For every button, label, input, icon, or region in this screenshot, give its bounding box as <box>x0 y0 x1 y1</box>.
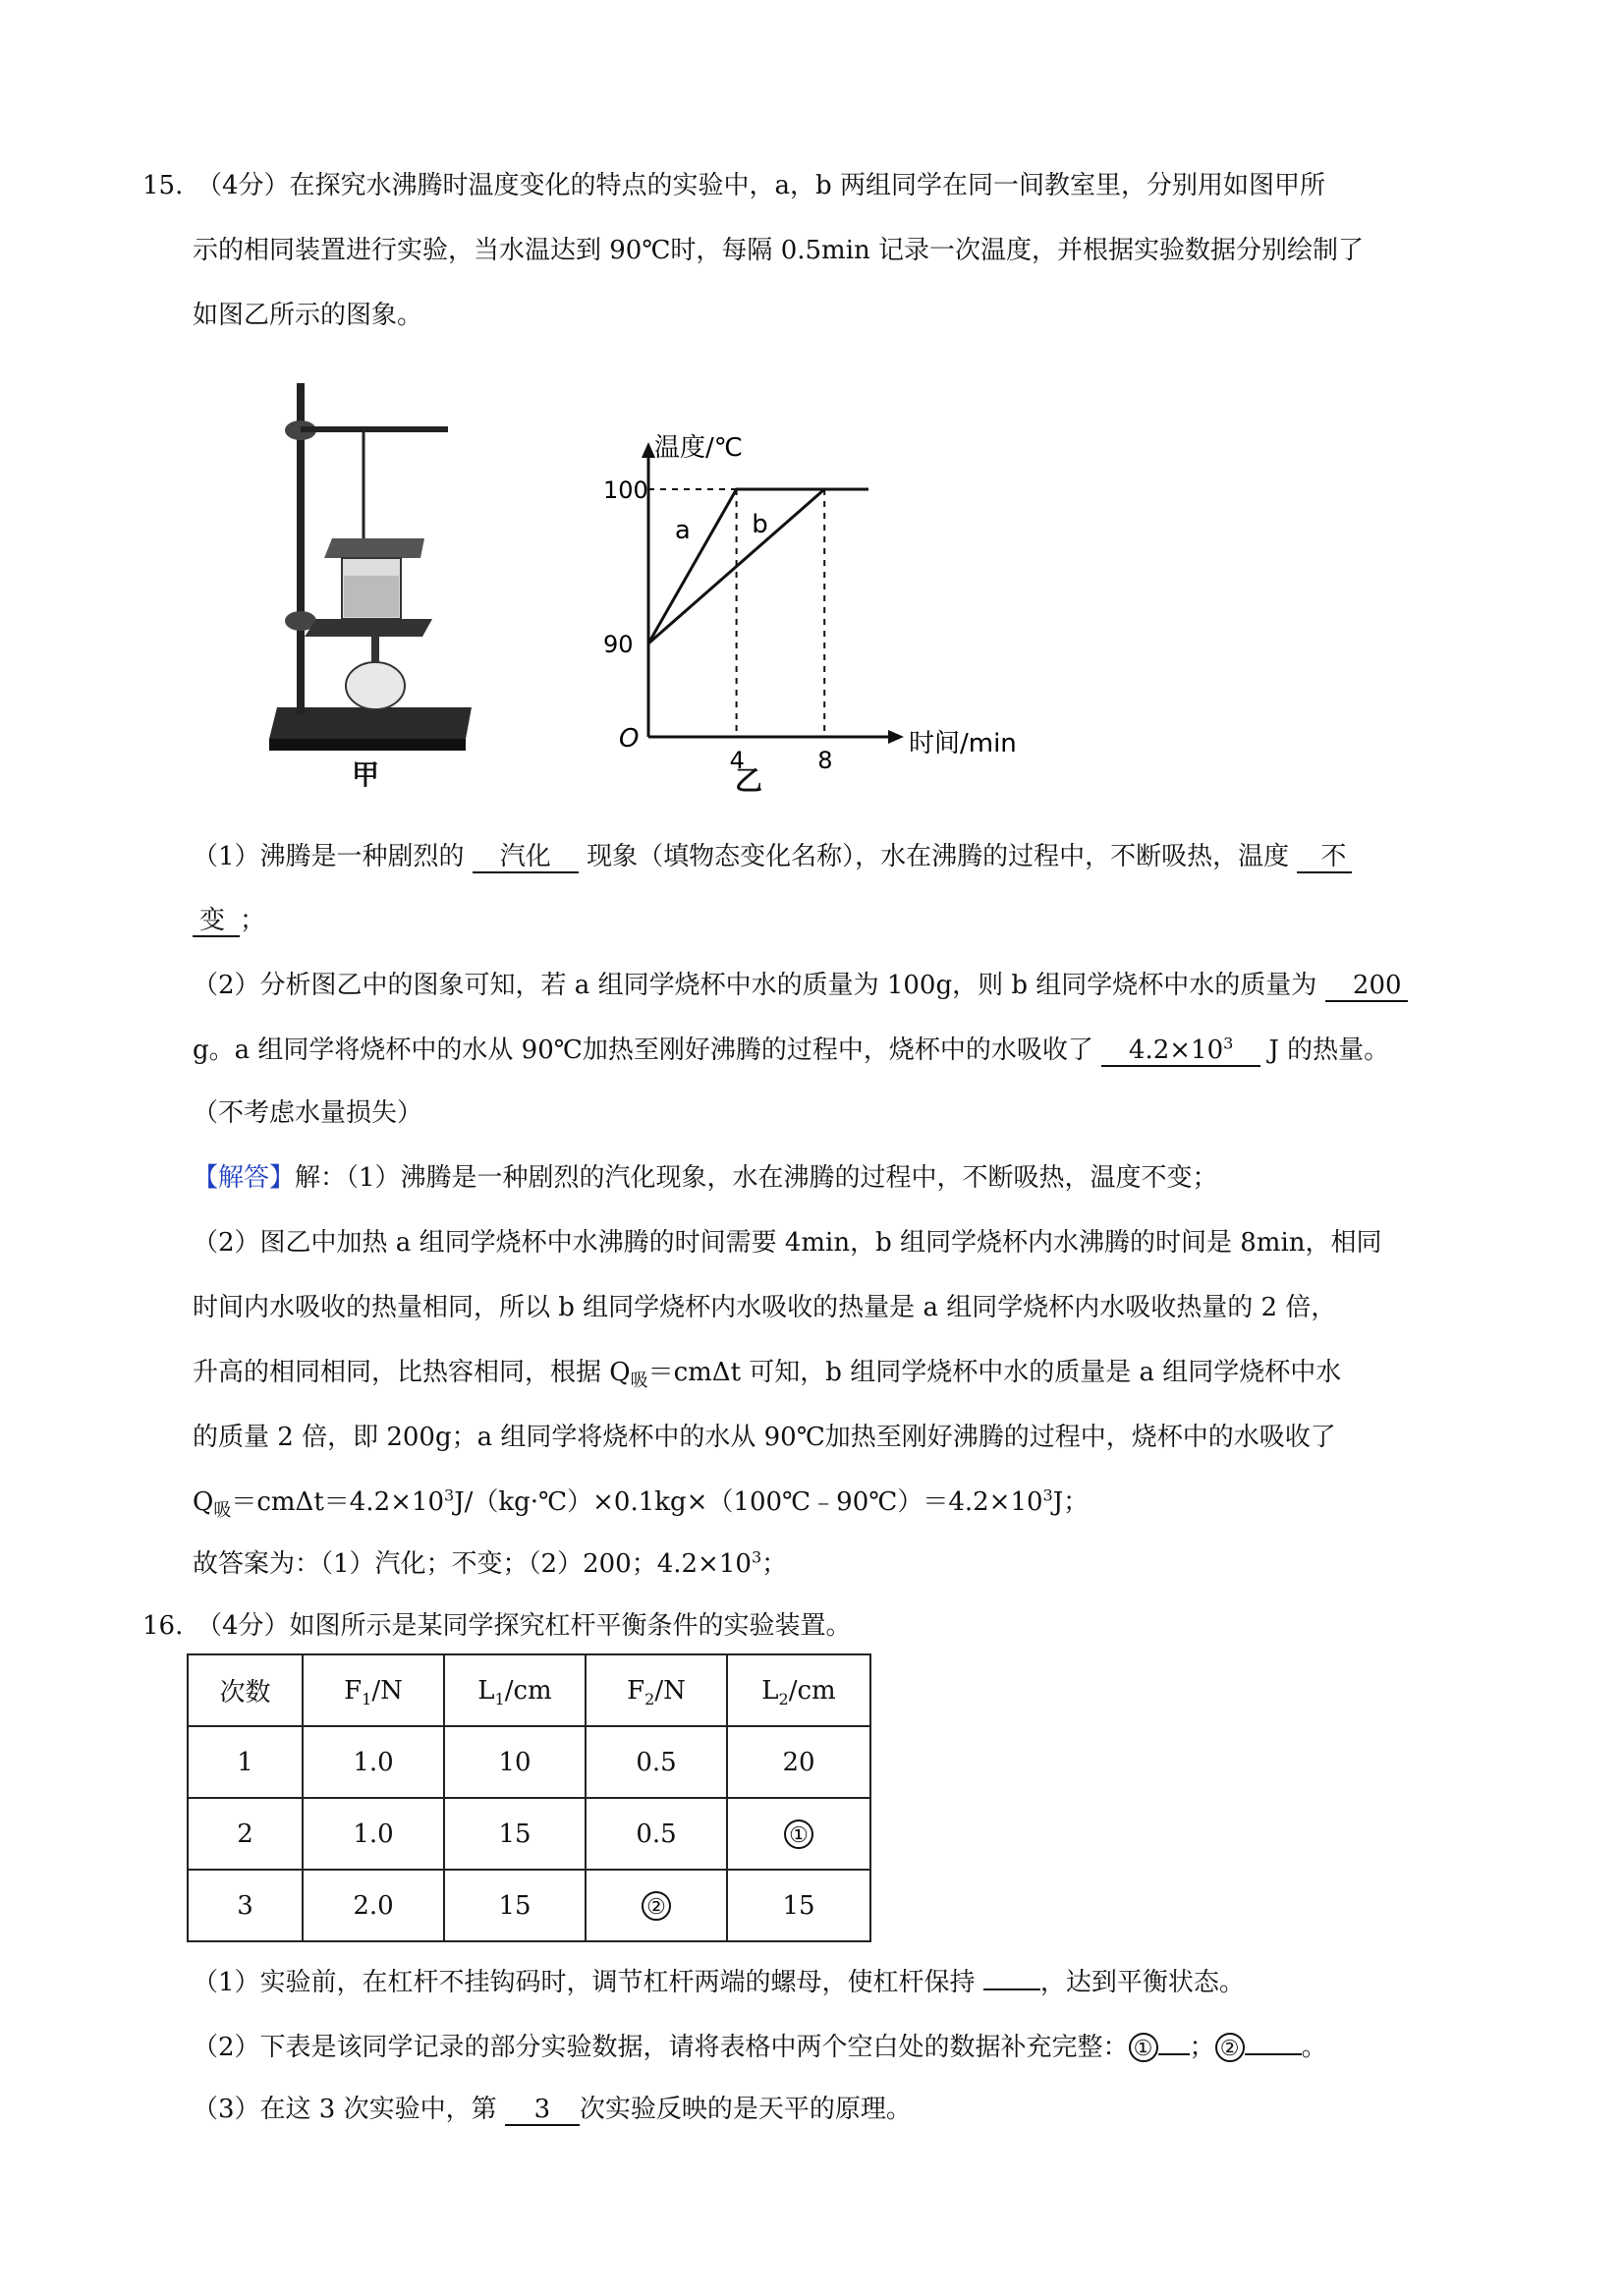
q15-solution-line5: 的质量 2 倍，即 200g；a 组同学将烧杯中的水从 90℃加热至刚好沸腾的过程中，烧杯中的水吸收了 <box>193 1423 1336 1452</box>
q15-part2-line3: （不考虑水量损失） <box>193 1098 423 1128</box>
table-cell: 2 <box>188 1798 303 1870</box>
header-f2-base: F <box>627 1675 645 1706</box>
table-header-row <box>188 1654 870 1726</box>
q15-solution-line4 <box>193 1356 1342 1392</box>
table-cell: 0.5 <box>586 1798 727 1870</box>
x-axis-label: 时间/min <box>909 729 1017 758</box>
q16-p3-answer: 3 <box>505 2095 580 2126</box>
q15-p1-end: ； <box>240 906 266 935</box>
q15-sol-l6c: J/（kg·℃）×0.1kg×（100℃﹣90℃）＝4.2×10 <box>454 1487 1043 1517</box>
q15-p1-answer-unchanged-b: 变 <box>193 906 240 937</box>
header-l2-sub: 2 <box>778 1689 789 1708</box>
q15-part1-line2 <box>193 904 265 937</box>
q16-p1-text-b: ，达到平衡状态。 <box>1039 1968 1245 1997</box>
x-tick-label: 4 <box>729 747 745 774</box>
figure-yi-chart <box>599 432 1051 786</box>
q15-sol-l6b: ＝cmΔt＝4.2×10 <box>231 1487 444 1517</box>
table-cell: 2.0 <box>303 1870 444 1941</box>
table-header-cell <box>727 1654 870 1726</box>
origin-label: O <box>619 724 640 754</box>
q15-sol-l7b: ； <box>761 1549 788 1579</box>
q15-p2-text-b: g。a 组同学将烧杯中的水从 90℃加热至刚好沸腾的过程中，烧杯中的水吸收了 <box>193 1036 1093 1065</box>
table-header-cell <box>586 1654 727 1726</box>
q15-p1-answer-vaporization: 汽化 <box>473 842 579 873</box>
table-row <box>188 1870 870 1941</box>
q15-solution-line3: 时间内水吸收的热量相同，所以 b 组同学烧杯内水吸收的热量是 a 组同学烧杯内水吸收热量的 2 倍， <box>193 1293 1337 1322</box>
table-cell: 15 <box>727 1870 870 1941</box>
q15-sol-l6-exp1: 3 <box>444 1485 455 1505</box>
series-label-a: a <box>674 516 691 546</box>
q16-p1-blank <box>983 1963 1040 1990</box>
blank-marker-2: ② <box>642 1891 671 1921</box>
table-cell: 15 <box>444 1798 586 1870</box>
q15-p2-answer-heat-exp: 3 <box>1223 1034 1234 1053</box>
table-cell: 15 <box>444 1870 586 1941</box>
q15-p2-text-c: J 的热量。 <box>1268 1036 1390 1065</box>
q16-p3-text-a: （3）在这 3 次实验中，第 <box>193 2095 497 2124</box>
q15-p2-answer-mass: 200 <box>1325 971 1408 1002</box>
header-f1-unit: /N <box>371 1675 403 1706</box>
q15-sol-l6-sub: 吸 <box>213 1500 232 1522</box>
q15-sol-l6a: Q <box>193 1487 214 1517</box>
fig-yi-label: 乙 <box>735 764 763 797</box>
q15-p2-answer-heat-base: 4.2×10 <box>1128 1036 1224 1065</box>
beaker-water <box>344 576 399 617</box>
q15-solution-line2: （2）图乙中加热 a 组同学烧杯中水沸腾的时间需要 4min，b 组同学烧杯内水沸腾的时间是 8min，相同 <box>193 1228 1382 1258</box>
q15-solution-line6 <box>193 1485 1090 1522</box>
table-cell: 3 <box>188 1870 303 1941</box>
q16-part3 <box>193 2093 912 2126</box>
table-header-cell <box>188 1654 303 1726</box>
x-axis-arrow <box>888 730 904 744</box>
q15-intro-line1: （4分）在探究水沸腾时温度变化的特点的实验中，a，b 两组同学在同一间教室里，分别用如图甲所 <box>196 171 1325 200</box>
q15-sol-l7a: 故答案为：（1）汽化；不变；（2）200；4.2×10 <box>193 1549 752 1579</box>
q15-p1-text-a: （1）沸腾是一种剧烈的 <box>193 842 465 871</box>
q15-sol-l6-exp2: 3 <box>1042 1485 1053 1505</box>
q16-p2-blank-1 <box>1158 2028 1190 2055</box>
table-row <box>188 1726 870 1798</box>
q16-part2 <box>193 2028 1327 2064</box>
q15-sol-l6d: J； <box>1052 1487 1090 1517</box>
x-tick-label: 8 <box>817 747 833 774</box>
table-row <box>188 1798 870 1870</box>
q15-intro-line3: 如图乙所示的图象。 <box>193 301 423 330</box>
wire-gauze-ring <box>305 619 432 637</box>
q15-solution-line1 <box>193 1161 1218 1195</box>
table-cell: 20 <box>727 1726 870 1798</box>
beaker-lid <box>324 538 424 558</box>
header-l1-base: L <box>477 1675 495 1706</box>
header-f2-sub: 2 <box>644 1689 655 1708</box>
table-cell <box>727 1798 870 1870</box>
solution-tag: 【解答】 <box>193 1163 296 1193</box>
header-l2-unit: /cm <box>788 1675 836 1706</box>
q15-p1-text-b: 现象（填物态变化名称），水在沸腾的过程中，不断吸热，温度 <box>587 842 1290 871</box>
y-tick-label: 100 <box>603 476 648 504</box>
q15-part2-line2 <box>193 1034 1389 1067</box>
stand-base-front <box>269 739 466 751</box>
q16-p2-blank-2 <box>1245 2028 1302 2055</box>
q16-number: 16. <box>142 1611 184 1641</box>
q16-p2-end: 。 <box>1301 2033 1327 2062</box>
alcohol-lamp <box>346 662 405 709</box>
q15-part2-line1 <box>193 969 1408 1002</box>
q16-p2-marker-1: ① <box>1129 2033 1158 2062</box>
y-axis-arrow <box>642 442 655 458</box>
q16-p2-text-a: （2）下表是该同学记录的部分实验数据，请将表格中两个空白处的数据补充完整： <box>193 2033 1129 2062</box>
q16-intro: （4分）如图所示是某同学探究杠杆平衡条件的实验装置。 <box>196 1611 852 1641</box>
header-l1-unit: /cm <box>504 1675 552 1706</box>
table-cell: 1.0 <box>303 1798 444 1870</box>
q15-sol-l1: 解：（1）沸腾是一种剧烈的汽化现象，水在沸腾的过程中，不断吸热，温度不变； <box>295 1163 1218 1193</box>
fig-jia-label: 甲 <box>352 758 380 791</box>
q15-intro-line2: 示的相同装置进行实验，当水温达到 90℃时，每隔 0.5min 记录一次温度，并根据实验数据分别绘制了 <box>193 236 1365 265</box>
q16-part1 <box>193 1963 1245 1999</box>
header-count: 次数 <box>219 1678 271 1708</box>
header-l2-base: L <box>761 1675 779 1706</box>
q15-solution-line7 <box>193 1547 787 1581</box>
q15-p2-text-a: （2）分析图乙中的图象可知，若 a 组同学烧杯中水的质量为 100g，则 b 组同学烧杯中水的质量为 <box>193 971 1317 1000</box>
lever-data-table <box>187 1653 871 1942</box>
table-header-cell <box>303 1654 444 1726</box>
q15-number: 15. <box>142 171 184 200</box>
table-cell <box>586 1870 727 1941</box>
figure-jia-apparatus <box>255 373 511 806</box>
q15-p2-answer-heat <box>1101 1036 1260 1067</box>
table-cell: 1 <box>188 1726 303 1798</box>
q16-p3-text-b: 次实验反映的是天平的原理。 <box>579 2095 912 2124</box>
q15-sol-l4b: ＝cmΔt 可知，b 组同学烧杯中水的质量是 a 组同学烧杯中水 <box>647 1358 1342 1387</box>
header-f1-sub: 1 <box>362 1689 372 1708</box>
q15-part1-line1 <box>193 840 1352 873</box>
q15-sol-l4a: 升高的相同相同，比热容相同，根据 Q <box>193 1358 631 1387</box>
top-arm <box>301 426 448 432</box>
table-cell: 1.0 <box>303 1726 444 1798</box>
header-f2-unit: /N <box>654 1675 686 1706</box>
table-cell: 0.5 <box>586 1726 727 1798</box>
blank-marker-1: ① <box>784 1820 813 1849</box>
q16-p2-marker-2: ② <box>1215 2033 1245 2062</box>
y-axis-label: 温度/℃ <box>654 433 743 463</box>
table-cell: 10 <box>444 1726 586 1798</box>
series-label-b: b <box>752 509 768 539</box>
table-header-cell <box>444 1654 586 1726</box>
y-tick-label: 90 <box>603 631 634 658</box>
q15-sol-l7-exp: 3 <box>751 1547 762 1567</box>
q15-p1-answer-unchanged-a: 不 <box>1297 842 1352 873</box>
header-f1-base: F <box>344 1675 363 1706</box>
q16-p1-text-a: （1）实验前，在杠杆不挂钩码时，调节杠杆两端的螺母，使杠杆保持 <box>193 1968 976 1997</box>
q15-sol-l4-sub: 吸 <box>630 1371 648 1392</box>
header-l1-sub: 1 <box>494 1689 505 1708</box>
q16-p2-sep: ； <box>1189 2033 1215 2062</box>
